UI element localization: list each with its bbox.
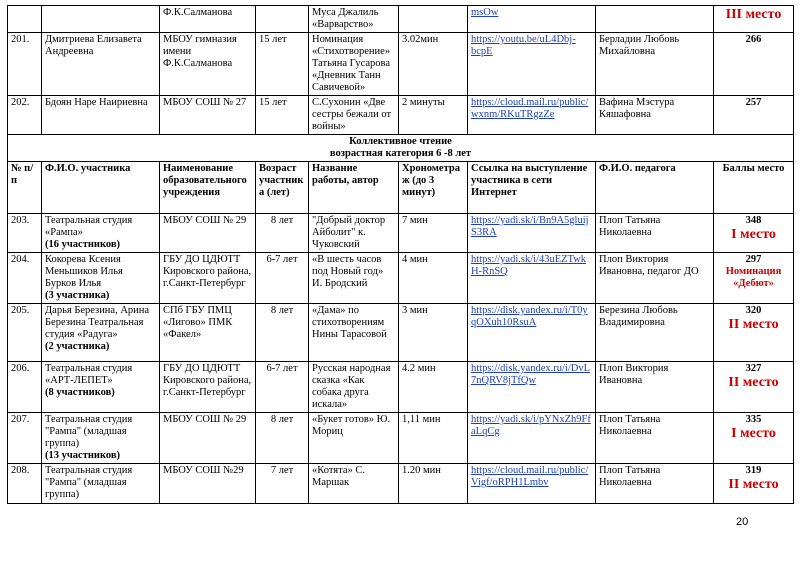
video-link[interactable]: https://youtu.be/uL4Dbj-bcpE bbox=[471, 34, 576, 57]
score-cell bbox=[714, 362, 794, 413]
participant-name-text: Кокорева Ксения Меньшиков Илья Бурков Илья bbox=[45, 254, 123, 289]
score-cell bbox=[714, 6, 794, 33]
header-age: Возраст участника (лет) bbox=[256, 162, 309, 214]
link-cell[interactable] bbox=[468, 214, 596, 253]
participant-name bbox=[42, 214, 160, 253]
teacher-cell: Плоп Татьяна Николаевна bbox=[596, 464, 714, 504]
row-number: 203. bbox=[8, 214, 42, 253]
score-cell bbox=[714, 464, 794, 504]
score-value: 297 bbox=[745, 254, 762, 265]
header-name: Ф.И.О. участника bbox=[42, 162, 160, 214]
score-value: 348 bbox=[745, 215, 762, 226]
work-cell: Номинация «Стихотворение» Татьяна Гусарова «Дневник Танн Савичевой» bbox=[309, 33, 399, 96]
time-cell: 1,11 мин bbox=[399, 413, 468, 464]
score-cell: 266 bbox=[714, 33, 794, 96]
org-cell: МБОУ СОШ № 29 bbox=[160, 214, 256, 253]
participant-count: (16 участников) bbox=[45, 239, 121, 250]
link-cell[interactable] bbox=[468, 464, 596, 504]
section-subtitle: возрастная категория 6 -8 лет bbox=[329, 148, 472, 159]
score-cell bbox=[714, 253, 794, 304]
age-cell: 8 лет bbox=[256, 413, 309, 464]
link-cell[interactable] bbox=[468, 304, 596, 362]
participant-count: (2 участника) bbox=[45, 341, 110, 352]
header-num: № п/п bbox=[8, 162, 42, 214]
table-row bbox=[8, 304, 794, 362]
participant-name bbox=[42, 253, 160, 304]
video-link[interactable]: msOw bbox=[471, 7, 499, 18]
table-row bbox=[8, 214, 794, 253]
org-cell: МБОУ гимназия имени Ф.К.Салманова bbox=[160, 33, 256, 96]
header-org: Наименование образовательного учреждения bbox=[160, 162, 256, 214]
table-row bbox=[8, 362, 794, 413]
age-cell: 6-7 лет bbox=[256, 362, 309, 413]
score-value: 319 bbox=[745, 465, 762, 476]
org-cell: МБОУ СОШ № 27 bbox=[160, 96, 256, 135]
link-cell[interactable] bbox=[468, 6, 596, 33]
header-teacher: Ф.И.О. педагога bbox=[596, 162, 714, 214]
results-table bbox=[7, 5, 794, 504]
org-cell: ГБУ ДО ЦДЮТТ Кировского района, г.Санкт-Петербург bbox=[160, 253, 256, 304]
header-time: Хронометраж (до 3 минут) bbox=[399, 162, 468, 214]
table-row bbox=[8, 464, 794, 504]
row-number: 206. bbox=[8, 362, 42, 413]
page-number: 20 bbox=[736, 516, 749, 528]
age-cell: 6-7 лет bbox=[256, 253, 309, 304]
org-cell: СПб ГБУ ПМЦ «Лиговo» ПМК «Факел» bbox=[160, 304, 256, 362]
score-value: 335 bbox=[745, 414, 762, 425]
score-cell bbox=[714, 304, 794, 362]
teacher-cell: Плоп Татьяна Николаевна bbox=[596, 214, 714, 253]
video-link[interactable]: https://disk.yandex.ru/i/DvL7nQRV8jTfQw bbox=[471, 363, 590, 386]
work-cell: Муса Джалиль «Варварство» bbox=[309, 6, 399, 33]
participant-name-text: Театральная студия "Рампа" (младшая группа) bbox=[45, 465, 133, 500]
teacher-cell: Вафина Мэстура Кяшафовна bbox=[596, 96, 714, 135]
time-cell: 2 минуты bbox=[399, 96, 468, 135]
score-cell: 257 bbox=[714, 96, 794, 135]
work-cell: С.Сухонин «Две сестры бежали от войны» bbox=[309, 96, 399, 135]
age-cell: 7 лет bbox=[256, 464, 309, 504]
score-cell bbox=[714, 413, 794, 464]
link-cell[interactable] bbox=[468, 96, 596, 135]
place-label: I место bbox=[731, 227, 776, 242]
work-cell: «Котята» С. Маршак bbox=[309, 464, 399, 504]
participant-name bbox=[42, 413, 160, 464]
table-row bbox=[8, 253, 794, 304]
participant-count: (13 участников) bbox=[45, 450, 121, 461]
link-cell[interactable] bbox=[468, 33, 596, 96]
time-cell: 7 мин bbox=[399, 214, 468, 253]
time-cell: 3.02мин bbox=[399, 33, 468, 96]
teacher-cell: Берладин Любовь Михайловна bbox=[596, 33, 714, 96]
video-link[interactable]: https://cloud.mail.ru/public/Vigf/oRPH1Lmbv bbox=[471, 465, 589, 488]
score-value: 320 bbox=[745, 305, 762, 316]
row-number: 205. bbox=[8, 304, 42, 362]
participant-name: Бдоян Наре Наириевна bbox=[42, 96, 160, 135]
age-cell: 15 лет bbox=[256, 96, 309, 135]
video-link[interactable]: https://yadi.sk/i/43uEZTwkH-RnSQ bbox=[471, 254, 587, 277]
video-link[interactable]: https://disk.yandex.ru/i/T0yqOXuh10RsuA bbox=[471, 305, 588, 328]
participant-name: Дмитриева Елизавета Андреевна bbox=[42, 33, 160, 96]
nomination-label: Номинация «Дебют» bbox=[725, 266, 782, 289]
time-cell: 4 мин bbox=[399, 253, 468, 304]
column-header-row bbox=[8, 162, 794, 214]
time-cell: 4.2 мин bbox=[399, 362, 468, 413]
header-score: Баллы место bbox=[714, 162, 794, 214]
org-cell: ГБУ ДО ЦДЮТТ Кировского района, г.Санкт-Петербург bbox=[160, 362, 256, 413]
link-cell[interactable] bbox=[468, 362, 596, 413]
row-number: 208. bbox=[8, 464, 42, 504]
row-number: 201. bbox=[8, 33, 42, 96]
place-label: II место bbox=[728, 317, 779, 332]
participant-name bbox=[42, 464, 160, 504]
participant-count: (3 участника) bbox=[45, 290, 110, 301]
work-cell: "Добрый доктор Айболит" к. Чуковский bbox=[309, 214, 399, 253]
place-label: III место bbox=[725, 7, 782, 22]
time-cell: 1.20 мин bbox=[399, 464, 468, 504]
place-label: II место bbox=[728, 477, 779, 492]
video-link[interactable]: https://cloud.mail.ru/public/wxnm/RKuTRgzZe bbox=[471, 97, 589, 120]
place-label: I место bbox=[731, 426, 776, 441]
work-cell: «В шесть часов под Новый год» И. Бродский bbox=[309, 253, 399, 304]
section-title: Коллективное чтение bbox=[349, 136, 452, 147]
org-cell: МБОУ СОШ № 29 bbox=[160, 413, 256, 464]
header-work: Название работы, автор bbox=[309, 162, 399, 214]
table-row bbox=[8, 96, 794, 135]
age-cell: 8 лет bbox=[256, 304, 309, 362]
video-link[interactable]: https://yadi.sk/i/pYNxZh9FfaLqCg bbox=[471, 414, 591, 437]
place-label: II место bbox=[728, 375, 779, 390]
section-header-row bbox=[8, 135, 794, 162]
teacher-cell: Березина Любовь Владимировна bbox=[596, 304, 714, 362]
teacher-cell: Плоп Виктория Ивановна, педагог ДО bbox=[596, 253, 714, 304]
video-link[interactable]: https://yadi.sk/i/Bn9A5gluijS3RA bbox=[471, 215, 589, 238]
participant-name bbox=[42, 304, 160, 362]
participant-name-text: Дарья Березина, Арина Березина Театральная студия «Радуга» bbox=[45, 305, 150, 340]
teacher-cell: Плоп Татьяна Николаевна bbox=[596, 413, 714, 464]
row-number: 204. bbox=[8, 253, 42, 304]
row-number: 207. bbox=[8, 413, 42, 464]
score-cell bbox=[714, 214, 794, 253]
age-cell: 15 лет bbox=[256, 33, 309, 96]
age-cell: 8 лет bbox=[256, 214, 309, 253]
row-number: 202. bbox=[8, 96, 42, 135]
work-cell: Русская народная сказка «Как собака друга искала» bbox=[309, 362, 399, 413]
participant-name-text: Театральная студия "Рампа" (младшая группа) bbox=[45, 414, 133, 449]
org-cell: МБОУ СОШ №29 bbox=[160, 464, 256, 504]
header-link: Ссылка на выступление участника в сети Интернет bbox=[468, 162, 596, 214]
participant-name-text: Театральная студия «АРТ-ЛЕПЕТ» bbox=[45, 363, 133, 386]
work-cell: «Букет готов» Ю. Мориц bbox=[309, 413, 399, 464]
org-cell: Ф.К.Салманова bbox=[160, 6, 256, 33]
teacher-cell: Плоп Виктория Ивановна bbox=[596, 362, 714, 413]
participant-name-text: Театральная студия «Рампа» bbox=[45, 215, 133, 238]
section-header bbox=[8, 135, 794, 162]
time-cell: 3 мин bbox=[399, 304, 468, 362]
participant-name bbox=[42, 362, 160, 413]
table-row bbox=[8, 33, 794, 96]
table-row bbox=[8, 413, 794, 464]
participant-count: (8 участников) bbox=[45, 387, 115, 398]
link-cell[interactable] bbox=[468, 413, 596, 464]
work-cell: «Дама» по стихотворениям Нины Тарасовой bbox=[309, 304, 399, 362]
score-value: 327 bbox=[745, 363, 762, 374]
table-row bbox=[8, 6, 794, 33]
link-cell[interactable] bbox=[468, 253, 596, 304]
